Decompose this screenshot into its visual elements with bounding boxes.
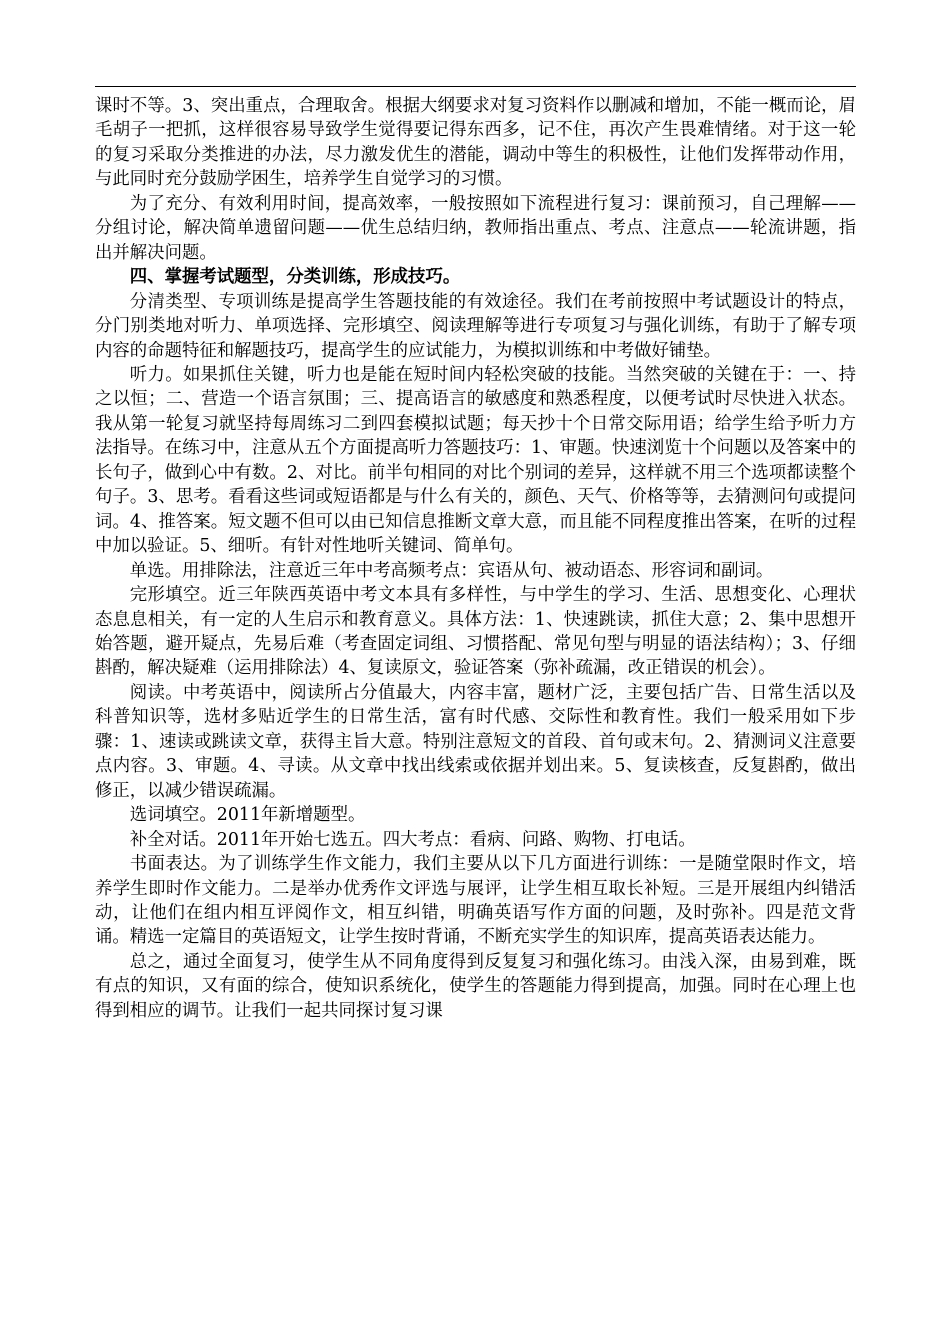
paragraph-cloze: 完形填空。近三年陕西英语中考文本具有多样性，与中学生的学习、生活、思想变化、心理状态息息相关，有一定的人生启示和教育意义。具体方法：1、快速跳读，抓住大意；2、集中思想开始答题，避开疑点，先易后难（考查固定词组、习惯搭配、常见句型与明显的语法结构）；3、仔细斟酌，解决疑难（运用排除法）4、复读原文，验证答案（弥补疏漏，改正错误的机会）。 <box>95 585 856 679</box>
paragraph-question-types: 分清类型、专项训练是提高学生答题技能的有效途径。我们在考前按照中考试题设计的特点，分门别类地对听力、单项选择、完形填空、阅读理解等进行专项复习与强化训练，有助于了解专项内容的命题特征和解题技巧，提高学生的应试能力，为模拟训练和中考做好铺垫。 <box>95 291 856 361</box>
paragraph-writing: 书面表达。为了训练学生作文能力，我们主要从以下几方面进行训练：一是随堂限时作文，培养学生即时作文能力。二是举办优秀作文评选与展评，让学生相互取长补短。三是开展组内纠错活动，让他们在组内相互评阅作文，相互纠错，明确英语写作方面的问题，及时弥补。四是范文背诵。精选一定篇目的英语短文，让学生按时背诵，不断充实学生的知识库，提高英语表达能力。 <box>95 854 856 948</box>
paragraph-reading: 阅读。中考英语中，阅读所占分值最大，内容丰富，题材广泛，主要包括广告、日常生活以及科普知识等，选材多贴近学生的日常生活，富有时代感、交际性和教育性。我们一般采用如下步骤：1、速读或跳读文章，获得主旨大意。特别注意短文的首段、首句或末句。2、猜测词义注意要点内容。3、审题。4、寻读。从文章中找出线索或依据并划出来。5、复读核查，反复斟酌，做出修正，以减少错误疏漏。 <box>95 682 856 801</box>
paragraph-conclusion: 总之，通过全面复习，使学生从不同角度得到反复复习和强化练习。由浅入深，由易到难，既有点的知识，又有面的综合，使知识系统化，使学生的答题能力得到提高，加强。同时在心理上也得到相应的调节。让我们一起共同探讨复习课 <box>95 951 856 1021</box>
paragraph-listening: 听力。如果抓住关键，听力也是能在短时间内轻松突破的技能。当然突破的关键在于：一、持之以恒；二、营造一个语言氛围；三、提高语言的敏感度和熟悉程度，以便考试时尽快进入状态。我从第一轮复习就坚持每周练习二到四套模拟试题；每天抄十个日常交际用语；给学生给予听力方法指导。在练习中，注意从五个方面提高听力答题技巧：1、审题。快速浏览十个问题以及答案中的长句子，做到心中有数。2、对比。前半句相同的对比个别词的差异，这样就不用三个选项都读整个句子。3、思考。看看这些词或短语都是与什么有关的，颜色、天气、价格等等，去猜测问句或提问词。4、推答案。短文题不但可以由已知信息推断文章大意，而且能不同程度推出答案，在听的过程中加以验证。5、细听。有针对性地听关键词、简单句。 <box>95 364 856 557</box>
paragraph-word-fill: 选词填空。2011年新增题型。 <box>129 805 366 826</box>
paragraph-review-process: 为了充分、有效利用时间，提高效率，一般按照如下流程进行复习：课前预习，自己理解——分组讨论，解决简单遗留问题——优生总结归纳，教师指出重点、考点、注意点——轮流讲题，指出并解决问题。 <box>95 193 856 263</box>
paragraph-dialogue: 补全对话。2011年开始七选五。四大考点：看病、问路、购物、打电话。 <box>129 829 696 850</box>
paragraph-single-choice: 单选。用排除法，注意近三年中考高频考点：宾语从句、被动语态、形容词和副词。 <box>129 560 774 581</box>
header-rule <box>95 86 856 87</box>
section-heading: 四、掌握考试题型，分类训练，形成技巧。 <box>129 267 461 288</box>
paragraph-continuation: 课时不等。3、突出重点，合理取舍。根据大纲要求对复习资料作以删减和增加，不能一概而论，眉毛胡子一把抓，这样很容易导致学生觉得要记得东西多，记不住，再次产生畏难情绪。对于这一轮的复习采取分类推进的办法，尽力激发优生的潜能，调动中等生的积极性，让他们发挥带动作用，与此同时充分鼓励学困生，培养学生自觉学习的习惯。 <box>95 96 856 190</box>
body-text <box>95 94 856 1023</box>
